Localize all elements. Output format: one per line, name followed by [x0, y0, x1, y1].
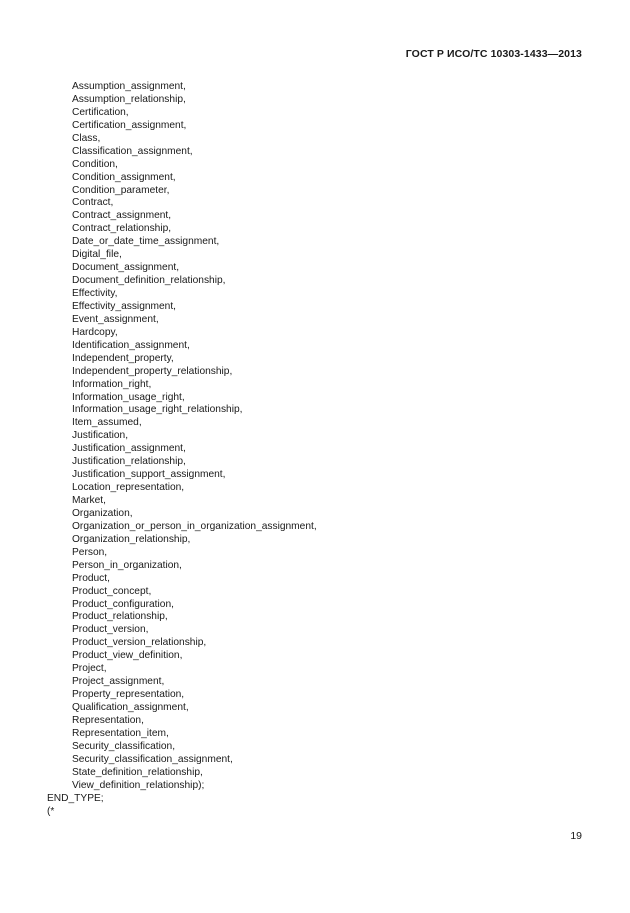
type-list-item: Justification,: [72, 430, 129, 442]
type-list-item: Condition_parameter,: [72, 184, 170, 196]
page-number: 19: [570, 830, 582, 842]
type-list-item: Certification,: [72, 106, 129, 118]
type-list-item: Representation,: [72, 714, 144, 726]
type-list-item: Identification_assignment,: [72, 339, 190, 351]
type-list-item: Contract,: [72, 197, 114, 209]
type-list-item: Product,: [72, 572, 110, 584]
type-list-item: Person_in_organization,: [72, 559, 182, 571]
type-list-item: Document_assignment,: [72, 262, 180, 274]
type-list-item: Classification_assignment,: [72, 145, 193, 157]
type-list-item: Justification_support_assignment,: [72, 469, 226, 481]
type-list-item: Condition,: [72, 158, 118, 170]
type-list-item: View_definition_relationship);: [72, 779, 205, 791]
type-list-item: Qualification_assignment,: [72, 702, 189, 713]
type-list-item: Representation_item,: [72, 727, 169, 739]
type-list-item: Security_classification_assignment,: [72, 753, 233, 765]
type-list-item: Class,: [72, 132, 101, 144]
type-list-item: Information_usage_right,: [72, 391, 185, 403]
type-list-item: Assumption_assignment,: [72, 81, 186, 92]
type-list-item: Date_or_date_time_assignment,: [72, 236, 220, 248]
type-list-item: Certification_assignment,: [72, 119, 187, 131]
type-list-item: Product_version,: [72, 624, 149, 636]
type-list-item: Event_assignment,: [72, 313, 159, 325]
type-list-item: Product_relationship,: [72, 611, 168, 623]
type-list-item: Market,: [72, 495, 106, 506]
express-code-block: [47, 81, 317, 818]
type-list-item: Product_configuration,: [72, 598, 174, 610]
type-list-item: Person,: [72, 546, 108, 558]
type-list-item: Project,: [72, 663, 107, 675]
select-type-list: [47, 81, 317, 793]
comment-open-line: (*: [47, 805, 55, 817]
type-list-item: Independent_property,: [72, 352, 174, 364]
type-list-item: Product_version_relationship,: [72, 637, 207, 649]
type-list-item: Organization_relationship,: [72, 533, 191, 545]
type-list-item: Justification_assignment,: [72, 443, 186, 455]
type-list-item: Assumption_relationship,: [72, 93, 186, 105]
type-list-item: Organization,: [72, 507, 133, 519]
type-list-item: Location_representation,: [72, 482, 185, 494]
type-list-item: Information_right,: [72, 378, 152, 390]
type-list-item: Product_concept,: [72, 585, 152, 597]
type-list-item: State_definition_relationship,: [72, 766, 203, 778]
end-type-line: END_TYPE;: [47, 792, 104, 804]
type-list-item: Contract_relationship,: [72, 223, 172, 235]
type-list-item: Information_usage_right_relationship,: [72, 404, 243, 416]
type-list-item: Property_representation,: [72, 689, 185, 701]
type-list-item: Effectivity_assignment,: [72, 300, 176, 312]
type-list-item: Condition_assignment,: [72, 171, 176, 183]
type-list-item: Document_definition_relationship,: [72, 275, 226, 287]
type-list-item: Hardcopy,: [72, 326, 118, 338]
document-header: ГОСТ Р ИСО/ТС 10303-1433—2013: [405, 48, 582, 60]
type-list-item: Digital_file,: [72, 249, 122, 261]
type-list-item: Justification_relationship,: [72, 456, 186, 468]
type-list-item: Product_view_definition,: [72, 650, 183, 662]
type-list-item: Effectivity,: [72, 288, 118, 299]
type-list-item: Item_assumed,: [72, 417, 142, 429]
type-list-item: Independent_property_relationship,: [72, 365, 233, 377]
type-list-item: Project_assignment,: [72, 676, 165, 688]
type-list-item: Organization_or_person_in_organization_assignment,: [72, 520, 317, 532]
type-list-item: Security_classification,: [72, 740, 176, 752]
type-list-item: Contract_assignment,: [72, 210, 172, 222]
